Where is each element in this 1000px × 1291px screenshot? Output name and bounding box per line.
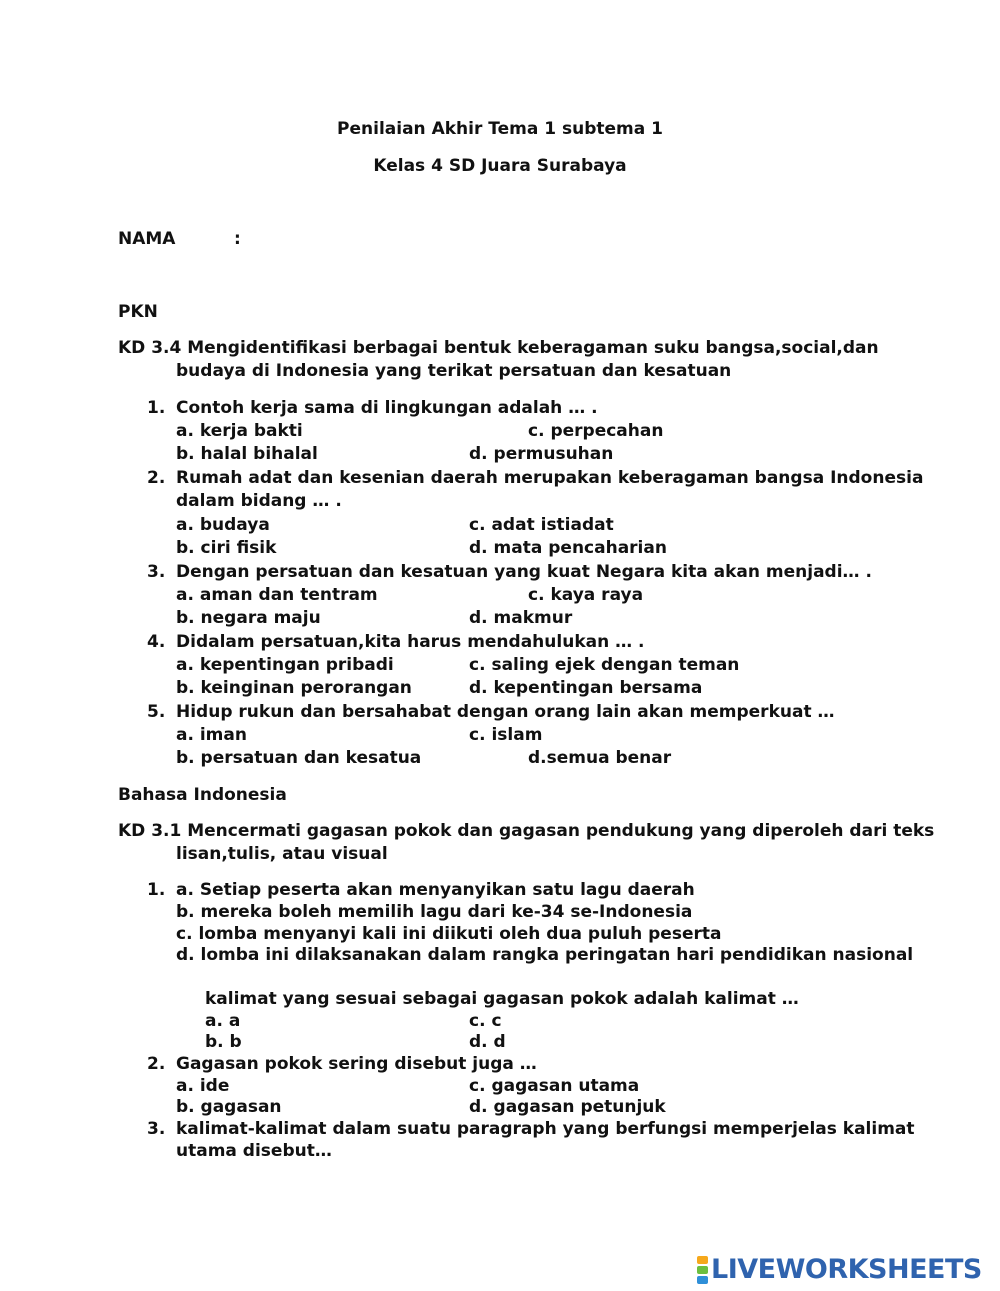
question-prompt: kalimat yang sesuai sebagai gagasan pokok adalah kalimat … xyxy=(205,989,799,1009)
question-number: 1. xyxy=(147,398,166,418)
option-c: c. perpecahan xyxy=(528,421,664,441)
option-d: d. permusuhan xyxy=(469,444,614,464)
option-b: b. keinginan perorangan xyxy=(176,678,412,698)
question-number: 3. xyxy=(147,1119,166,1139)
page-subtitle: Kelas 4 SD Juara Surabaya xyxy=(373,156,627,176)
option-d: d.semua benar xyxy=(528,748,672,768)
question-text: Contoh kerja sama di lingkungan adalah … . xyxy=(176,398,598,418)
option-a: a. a xyxy=(205,1011,241,1031)
option-c: c. gagasan utama xyxy=(469,1076,640,1096)
statement-d: d. lomba ini dilaksanakan dalam rangka peringatan hari pendidikan nasional xyxy=(176,945,914,965)
logo-block-s xyxy=(697,1276,708,1284)
statement-a: a. Setiap peserta akan menyanyikan satu lagu daerah xyxy=(176,880,695,900)
question-number: 2. xyxy=(147,468,166,488)
option-d: d. kepentingan bersama xyxy=(469,678,703,698)
kd-bindo-line1: KD 3.1 Mencermati gagasan pokok dan gagasan pendukung yang diperoleh dari teks xyxy=(118,821,935,841)
option-a: a. kerja bakti xyxy=(176,421,303,441)
question-text-cont: dalam bidang … . xyxy=(176,491,342,511)
option-c: c. islam xyxy=(469,725,543,745)
section-heading-pkn: PKN xyxy=(118,302,158,322)
question-text: Gagasan pokok sering disebut juga … xyxy=(176,1054,537,1074)
option-b: b. b xyxy=(205,1032,242,1052)
option-c: c. adat istiadat xyxy=(469,515,614,535)
question-number: 2. xyxy=(147,1054,166,1074)
question-number: 5. xyxy=(147,702,166,722)
option-b: b. gagasan xyxy=(176,1097,282,1117)
name-label: NAMA xyxy=(118,229,176,249)
section-heading-bahasa-indonesia: Bahasa Indonesia xyxy=(118,785,287,805)
option-a: a. iman xyxy=(176,725,247,745)
question-text: Rumah adat dan kesenian daerah merupakan keberagaman bangsa Indonesia xyxy=(176,468,924,488)
page-title: Penilaian Akhir Tema 1 subtema 1 xyxy=(337,119,663,139)
statement-c: c. lomba menyanyi kali ini diikuti oleh dua puluh peserta xyxy=(176,924,722,944)
kd-pkn-line1: KD 3.4 Mengidentifikasi berbagai bentuk keberagaman suku bangsa,social,dan xyxy=(118,338,879,358)
question-text: Didalam persatuan,kita harus mendahulukan … . xyxy=(176,632,645,652)
question-number: 3. xyxy=(147,562,166,582)
option-b: b. ciri fisik xyxy=(176,538,277,558)
option-b: b. persatuan dan kesatua xyxy=(176,748,422,768)
option-b: b. negara maju xyxy=(176,608,321,628)
question-number: 4. xyxy=(147,632,166,652)
liveworksheets-logo xyxy=(697,1253,982,1287)
statement-b: b. mereka boleh memilih lagu dari ke-34 se-Indonesia xyxy=(176,902,693,922)
question-text-cont: utama disebut… xyxy=(176,1141,332,1161)
option-d: d. d xyxy=(469,1032,506,1052)
option-a: a. kepentingan pribadi xyxy=(176,655,394,675)
option-c: c. kaya raya xyxy=(528,585,644,605)
option-a: a. aman dan tentram xyxy=(176,585,378,605)
option-c: c. saling ejek dengan teman xyxy=(469,655,740,675)
name-colon: : xyxy=(234,229,241,249)
question-number: 1. xyxy=(147,880,166,900)
question-text: Dengan persatuan dan kesatuan yang kuat Negara kita akan menjadi… . xyxy=(176,562,872,582)
brand-name: LIVEWORKSHEETS xyxy=(711,1254,982,1285)
logo-block-w xyxy=(697,1266,708,1274)
question-text: Hidup rukun dan bersahabat dengan orang lain akan memperkuat … xyxy=(176,702,835,722)
question-text: kalimat-kalimat dalam suatu paragraph yang berfungsi memperjelas kalimat xyxy=(176,1119,915,1139)
kd-pkn-line2: budaya di Indonesia yang terikat persatuan dan kesatuan xyxy=(176,361,732,381)
option-b: b. halal bihalal xyxy=(176,444,318,464)
logo-block-l xyxy=(697,1256,708,1264)
option-d: d. makmur xyxy=(469,608,573,628)
kd-bindo-line2: lisan,tulis, atau visual xyxy=(176,844,388,864)
logo-mark-icon xyxy=(697,1256,708,1284)
option-c: c. c xyxy=(469,1011,502,1031)
option-d: d. gagasan petunjuk xyxy=(469,1097,666,1117)
option-a: a. ide xyxy=(176,1076,230,1096)
option-a: a. budaya xyxy=(176,515,270,535)
option-d: d. mata pencaharian xyxy=(469,538,667,558)
